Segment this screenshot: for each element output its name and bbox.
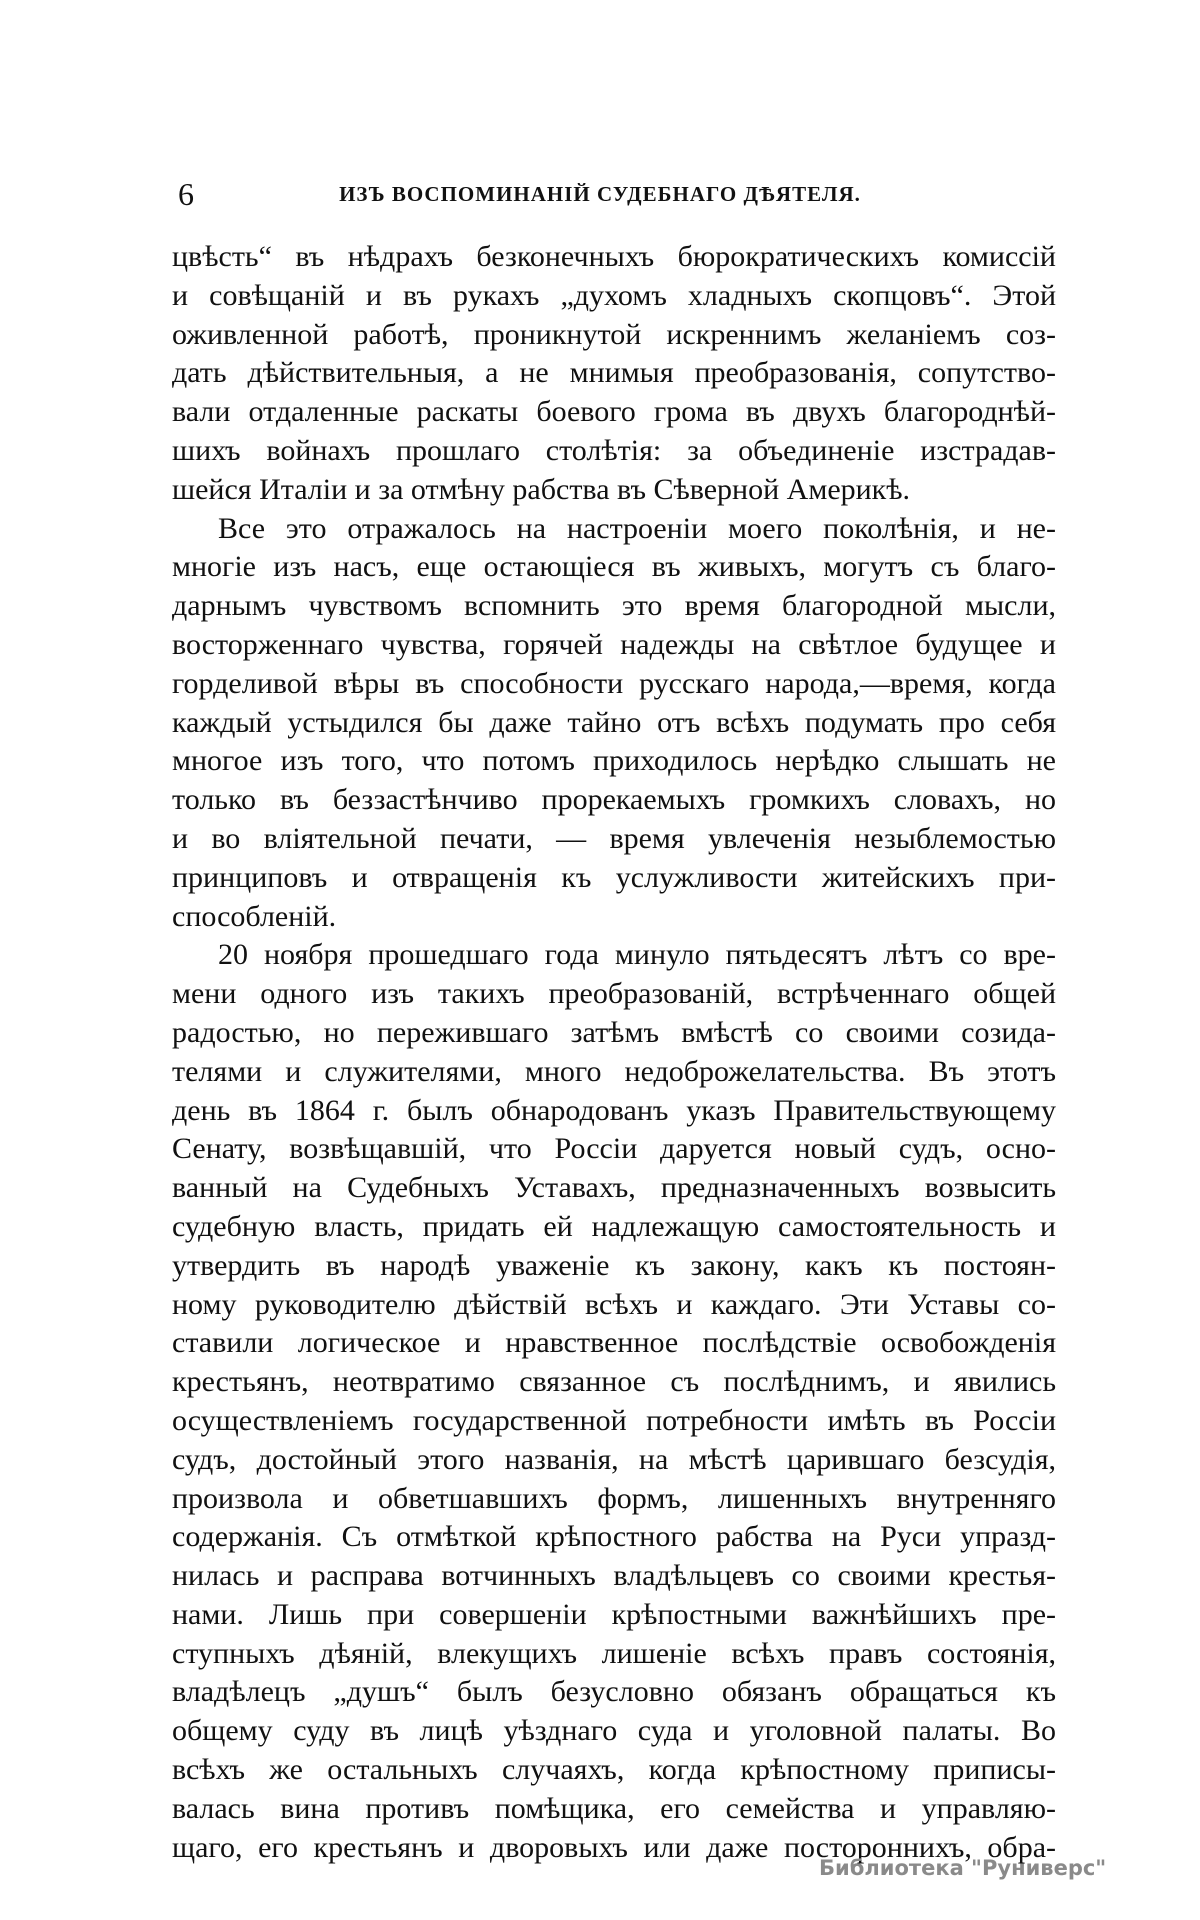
text-line: осуществленіемъ государственной потребности имѣть въ Россіи — [172, 1403, 1056, 1437]
page-number: 6 — [178, 176, 194, 212]
text-line: дать дѣйствительныя, а не мнимыя преобразованія, сопутство- — [172, 356, 1056, 390]
running-head: ИЗЪ ВОСПОМИНАНІЙ СУДЕБНАГО ДѢЯТЕЛЯ. — [339, 182, 861, 206]
text-line: ставили логическое и нравственное послѣдствіе освобожденія — [172, 1326, 1056, 1360]
text-line: ному руководителю дѣйствій всѣхъ и каждаго. Эти Уставы со- — [172, 1287, 1056, 1321]
text-line: горделивой вѣры въ способности русскаго народа,—время, когда — [172, 666, 1056, 700]
text-line: шейся Италіи и за отмѣну рабства въ Сѣверной Америкѣ. — [172, 472, 911, 506]
text-line: крестьянъ, неотвратимо связанное съ послѣднимъ, и явились — [172, 1365, 1056, 1399]
text-line: судъ, достойный этого названія, на мѣстѣ царившаго безсудія, — [172, 1442, 1056, 1476]
body-text — [172, 238, 1056, 1867]
text-line: Сенату, возвѣщавшій, что Россіи даруется новый судъ, осно- — [172, 1132, 1056, 1166]
text-line: только въ беззастѣнчиво прорекаемыхъ громкихъ словахъ, но — [172, 783, 1056, 817]
text-line: ступныхъ дѣяній, влекущихъ лишеніе всѣхъ правъ состоянія, — [172, 1636, 1056, 1670]
paragraph — [172, 936, 1056, 1867]
text-line: общему суду въ лицѣ уѣзднаго суда и уголовной палаты. Во — [172, 1714, 1056, 1748]
text-line: щаго, его крестьянъ и дворовыхъ или даже постороннихъ, обра- — [172, 1830, 1056, 1864]
text-line: многіе изъ насъ, еще остающіеся въ живыхъ, могутъ съ благо- — [172, 550, 1056, 584]
text-line: дарнымъ чувствомъ вспомнить это время благородной мысли, — [172, 589, 1056, 623]
text-line: цвѣсть“ въ нѣдрахъ безконечныхъ бюрократическихъ комиссій — [172, 240, 1056, 273]
text-line: произвола и обветшавшихъ формъ, лишенныхъ внутренняго — [172, 1481, 1056, 1515]
text-line: утвердить въ народѣ уваженіе къ закону, какъ къ постоян- — [172, 1248, 1056, 1282]
text-line: нилась и расправа вотчинныхъ владѣльцевъ со своими крестья- — [172, 1559, 1056, 1593]
text-line: содержанія. Съ отмѣткой крѣпостного рабства на Руси упразд- — [172, 1520, 1056, 1554]
text-line: вали отдаленные раскаты боевого грома въ двухъ благороднѣй- — [172, 395, 1056, 429]
library-watermark: Библиотека "Руниверс" — [819, 1856, 1107, 1880]
text-line: восторженнаго чувства, горячей надежды на свѣтлое будущее и — [172, 627, 1056, 661]
text-line: Все это отражалось на настроеніи моего поколѣнія, и не- — [218, 511, 1056, 545]
text-line: оживленной работѣ, проникнутой искреннимъ желаніемъ соз- — [172, 317, 1056, 351]
text-line: мени одного изъ такихъ преобразованій, встрѣченнаго общей — [172, 977, 1056, 1011]
text-line: владѣлецъ „душъ“ былъ безусловно обязанъ обращаться къ — [172, 1675, 1056, 1709]
text-line: радостью, но пережившаго затѣмъ вмѣстѣ со своими созида- — [172, 1015, 1056, 1049]
text-line: всѣхъ же остальныхъ случаяхъ, когда крѣпостному приписы- — [172, 1753, 1056, 1787]
text-line: шихъ войнахъ прошлаго столѣтія: за объединеніе изстрадав- — [172, 433, 1056, 467]
text-line: телями и служителями, много недоброжелательства. Въ этотъ — [172, 1054, 1056, 1088]
text-line: судебную власть, придать ей надлежащую самостоятельность и — [172, 1209, 1056, 1243]
paragraph — [172, 238, 1056, 510]
paragraph — [172, 510, 1056, 937]
text-line: ванный на Судебныхъ Уставахъ, предназначенныхъ возвысить — [172, 1171, 1056, 1205]
text-line: 20 ноября прошедшаго года минуло пятьдесятъ лѣтъ со вре- — [218, 938, 1056, 972]
text-line: и во вліятельной печати, — время увлеченія незыблемостью — [172, 821, 1056, 855]
text-line: многое изъ того, что потомъ приходилось нерѣдко слышать не — [172, 744, 1056, 778]
text-line: нами. Лишь при совершеніи крѣпостными важнѣйшихъ пре- — [172, 1597, 1056, 1631]
text-line: каждый устыдился бы даже тайно отъ всѣхъ подумать про себя — [172, 705, 1056, 739]
text-line: день въ 1864 г. былъ обнародованъ указъ Правительствующему — [172, 1093, 1056, 1127]
text-line: и совѣщаній и въ рукахъ „духомъ хладныхъ скопцовъ“. Этой — [172, 278, 1056, 312]
text-line: принциповъ и отвращенія къ услужливости житейскихъ при- — [172, 860, 1056, 894]
text-line: валась вина противъ помѣщика, его семейства и управляю- — [172, 1791, 1056, 1825]
text-line: способленій. — [172, 899, 337, 933]
